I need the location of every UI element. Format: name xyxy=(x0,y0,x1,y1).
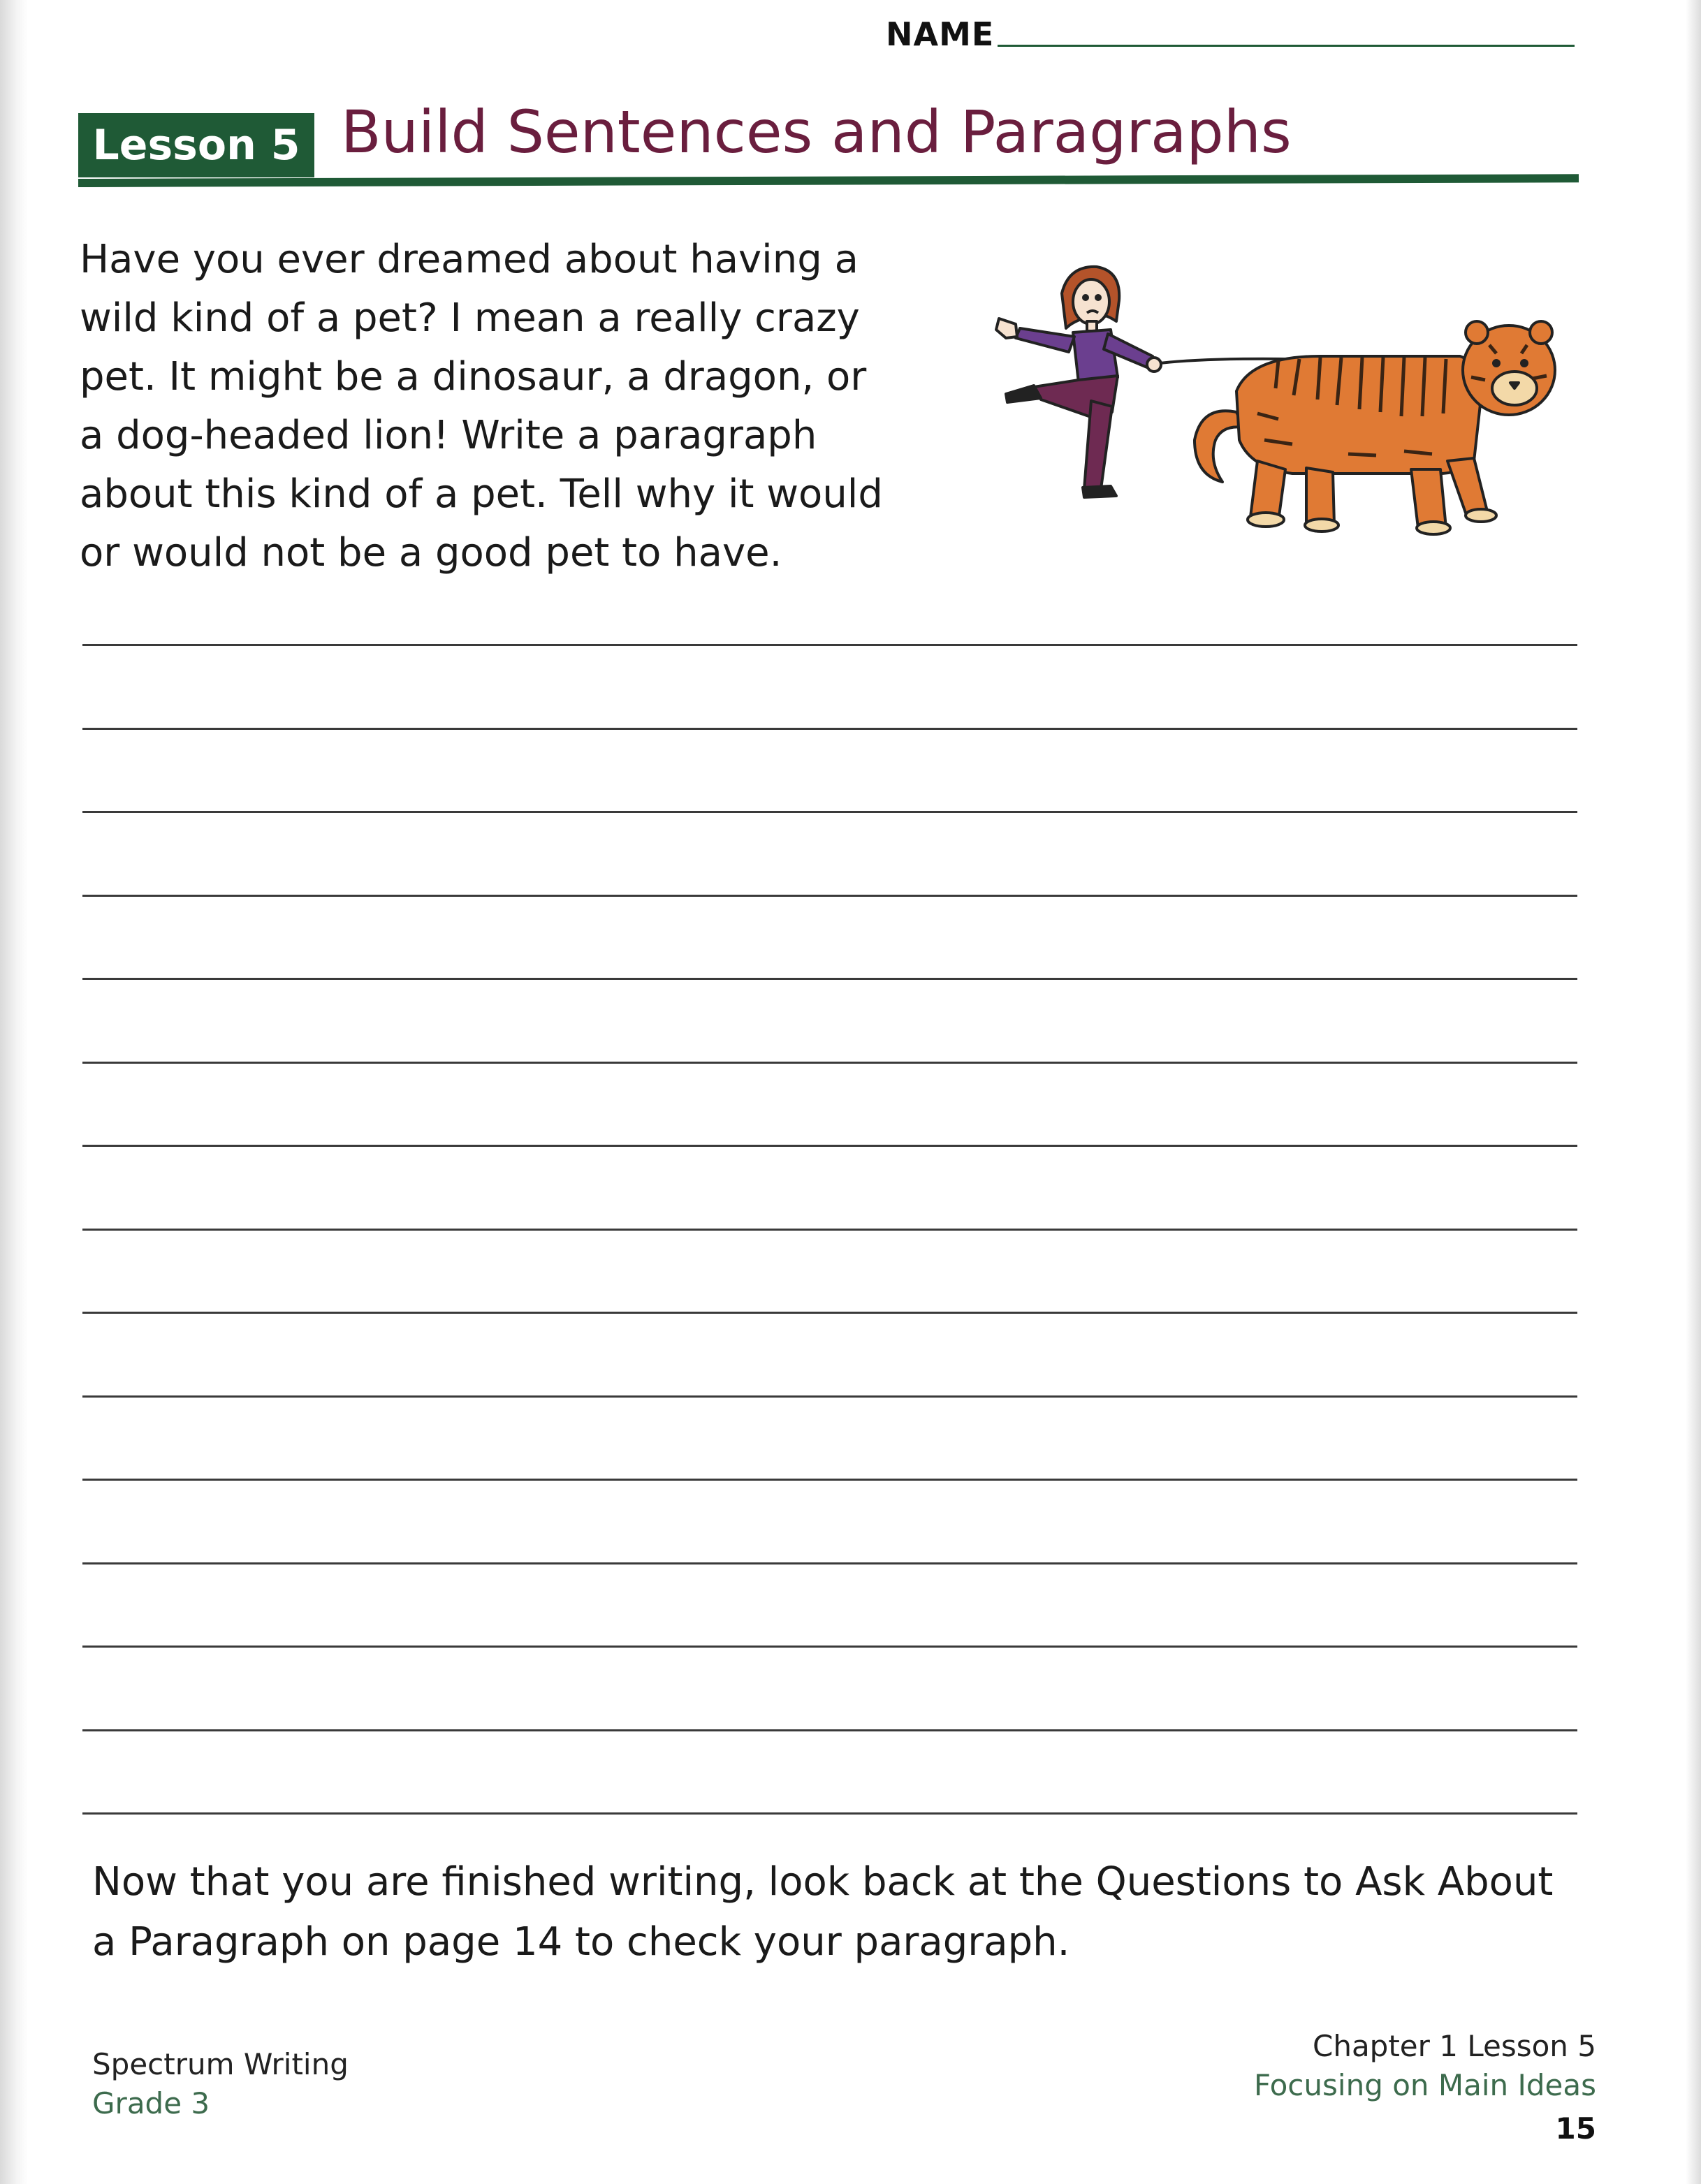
footer-left xyxy=(92,2045,349,2123)
writing-line[interactable] xyxy=(82,1312,1577,1314)
page-number: 15 xyxy=(1555,2111,1596,2146)
grade-label: Grade 3 xyxy=(92,2086,210,2120)
prompt-line: Have you ever dreamed about having a xyxy=(80,237,859,282)
prompt-line: wild kind of a pet? I mean a really crazy xyxy=(80,295,860,341)
writing-line[interactable] xyxy=(82,895,1577,897)
writing-line[interactable] xyxy=(82,1395,1577,1398)
book-title: Spectrum Writing xyxy=(92,2047,349,2081)
writing-line[interactable] xyxy=(82,978,1577,980)
writing-line[interactable] xyxy=(82,644,1577,646)
writing-lines xyxy=(82,0,1584,1886)
writing-line[interactable] xyxy=(82,1229,1577,1231)
writing-line[interactable] xyxy=(82,1562,1577,1564)
prompt-line: a dog-headed lion! Write a paragraph xyxy=(80,413,817,458)
writing-line[interactable] xyxy=(82,1729,1577,1731)
page-edge-left xyxy=(0,0,28,2184)
writing-line[interactable] xyxy=(82,1145,1577,1147)
writing-line[interactable] xyxy=(82,1062,1577,1064)
lesson-title: Build Sentences and Paragraphs xyxy=(341,98,1292,166)
writing-line[interactable] xyxy=(82,728,1577,730)
footer-right xyxy=(1254,2027,1596,2148)
writing-line[interactable] xyxy=(82,1812,1577,1815)
writing-line[interactable] xyxy=(82,1479,1577,1481)
closing-line: a Paragraph on page 14 to check your paragraph. xyxy=(92,1919,1070,1965)
topic-label: Focusing on Main Ideas xyxy=(1253,2068,1596,2102)
prompt-line: pet. It might be a dinosaur, a dragon, or xyxy=(80,354,867,400)
prompt-line: or would not be a good pet to have. xyxy=(80,530,782,576)
writing-line[interactable] xyxy=(82,1646,1577,1648)
name-label: NAME xyxy=(886,15,995,53)
page-edge-right xyxy=(1686,0,1701,2184)
lesson-badge: Lesson 5 xyxy=(78,113,314,177)
closing-line: Now that you are finished writing, look back at the Questions to Ask About xyxy=(92,1859,1554,1905)
chapter-lesson-label: Chapter 1 Lesson 5 xyxy=(1313,2029,1596,2063)
writing-line[interactable] xyxy=(82,811,1577,813)
closing-instructions xyxy=(92,1852,1587,1972)
prompt-line: about this kind of a pet. Tell why it would xyxy=(80,471,883,517)
